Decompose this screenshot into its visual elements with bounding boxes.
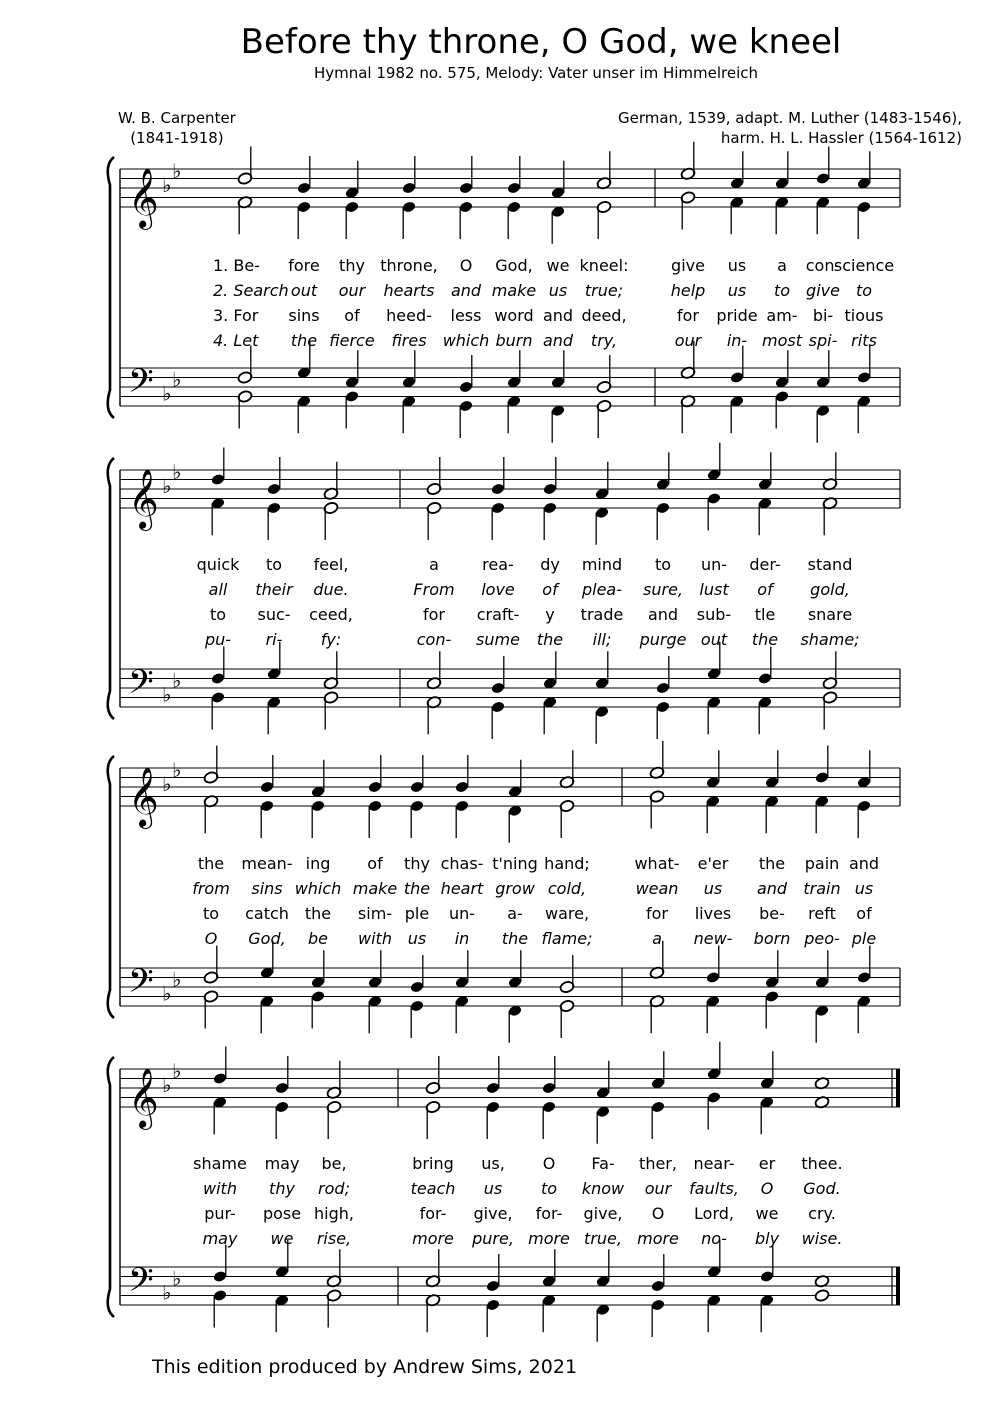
lyric-syllable: word [494,306,534,325]
lyric-line-system-3-verse-3 [0,904,992,930]
bass-note-4-11 [814,1289,830,1303]
lyric-syllable: fierce [329,331,375,350]
lyric-syllable: er [758,1154,776,1173]
lyric-syllable: burn [495,331,533,350]
bass-staff-4 [120,1262,900,1308]
lyric-syllable: the [290,331,318,350]
treble-key-flat-2-4: ♭ [172,1058,182,1083]
bass-key-flat-1-1: ♭ [162,381,172,406]
music-credit-line-2: harm. H. L. Hassler (1564-1612) [720,129,962,147]
lyric-syllable: 1. Be- [213,256,260,275]
bass-key-flat-2-1: ♭ [172,367,182,392]
lyric-syllable: O [204,929,218,948]
lyric-syllable: 2. Search [213,281,289,300]
lyric-syllable: Fa- [591,1154,615,1173]
lyric-syllable: in [454,929,470,948]
bass-clef-2: 𝄢 [128,663,154,710]
lyric-syllable: high, [314,1204,354,1223]
lyric-syllable: sins [288,306,320,325]
lyric-syllable: us [854,879,874,898]
lyric-syllable: be, [321,1154,347,1173]
lyric-syllable: lives [694,904,732,923]
lyric-syllable: the [403,879,431,898]
lyric-syllable: new- [693,929,733,948]
lyric-syllable: out [290,281,318,300]
lyric-syllable: sure, [643,580,683,599]
lyric-syllable: for [677,306,699,325]
lyric-syllable: us [703,879,723,898]
lyric-syllable: of [367,854,383,873]
bass-staff-2 [120,664,900,710]
lyric-syllable: to [540,1179,558,1198]
bass-key-flat-1-4: ♭ [162,1280,172,1305]
lyric-syllable: thee. [801,1154,843,1173]
lyric-syllable: trade [580,605,624,624]
lyric-syllable: from [192,879,230,898]
lyric-syllable: most [762,331,802,350]
lyric-syllable: a [429,555,439,574]
lyric-syllable: us [407,929,427,948]
lyric-line-system-4-verse-1 [0,1154,992,1180]
bass-key-flat-2-4: ♭ [172,1266,182,1291]
lyric-syllable: a [652,929,662,948]
lyric-syllable: less [450,306,482,325]
lyric-syllable: all [208,580,228,599]
lyric-line-system-4-verse-2 [0,1179,992,1205]
lyric-syllable: wise. [801,1229,843,1248]
lyric-line-system-3-verse-2 [0,879,992,905]
lyric-syllable: cold, [547,879,587,898]
lyric-syllable: give, [473,1204,513,1223]
bass-key-flat-2-2: ♭ [172,668,182,693]
lyric-syllable: con- [416,630,452,649]
lyric-syllable: us [727,256,747,275]
treble-key-flat-2-1: ♭ [172,158,182,183]
lyric-syllable: deed, [581,306,627,325]
lyric-syllable: their [255,580,293,599]
lyric-syllable: the [751,630,779,649]
treble-key-flat-2-2: ♭ [172,459,182,484]
lyric-syllable: mean- [241,854,293,873]
music-credit-line-1: German, 1539, adapt. M. Luther (1483-1546), [617,109,962,127]
lyric-syllable: the [501,929,529,948]
lyric-syllable: true, [584,1229,622,1248]
lyric-syllable: our [338,281,366,300]
lyric-syllable: reft [808,904,836,923]
lyric-syllable: hearts [383,281,435,300]
lyric-syllable: teach [410,1179,456,1198]
lyric-syllable: make [352,879,398,898]
lyric-syllable: fore [288,256,320,275]
lyric-syllable: flame; [541,929,593,948]
lyric-syllable: true; [584,281,624,300]
lyric-line-system-3-verse-1 [0,854,992,880]
lyric-syllable: ill; [592,630,612,649]
treble-clef-2: 𝄞 [128,469,159,529]
lyric-syllable: bi- [812,306,834,325]
lyric-syllable: fy: [320,630,342,649]
lyric-syllable: suc- [257,605,291,624]
text-author-dates: (1841-1918) [130,129,224,147]
lyric-syllable: a- [507,904,523,923]
lyric-syllable: mind [581,555,623,574]
lyric-syllable: with [203,1179,237,1198]
edition-credit: This edition produced by Andrew Sims, 2021 [152,1356,578,1378]
lyric-syllable: help [670,281,706,300]
lyric-syllable: to [855,281,873,300]
lyric-syllable: thy [269,1179,295,1198]
lyric-syllable: O [459,256,473,275]
lyric-syllable: the [304,904,332,923]
lyric-syllable: rise, [316,1229,352,1248]
lyric-syllable: ceed, [309,605,353,624]
lyric-syllable: us, [481,1154,505,1173]
lyric-syllable: which [294,879,342,898]
lyric-line-system-1-verse-1 [0,256,992,282]
lyric-syllable: and [542,306,574,325]
lyric-syllable: plea- [581,580,623,599]
lyric-syllable: love [481,580,515,599]
lyric-syllable: the [758,854,786,873]
lyric-syllable: t'ning [492,854,538,873]
lyric-syllable: gold, [810,580,850,599]
lyric-syllable: lust [699,580,729,599]
lyric-syllable: and [647,605,679,624]
lyric-syllable: give [806,281,840,300]
lyric-syllable: ple [851,929,877,948]
lyric-syllable: O [542,1154,556,1173]
lyric-syllable: sume [476,630,520,649]
lyric-syllable: to [773,281,791,300]
lyric-syllable: to [202,904,220,923]
lyric-syllable: purge [639,630,687,649]
lyric-syllable: train [803,879,841,898]
lyric-syllable: and [848,854,880,873]
lyric-syllable: and [450,281,482,300]
lyric-syllable: sins [251,879,283,898]
lyric-syllable: rits [851,331,877,350]
lyric-line-system-1-verse-3 [0,306,992,332]
lyric-syllable: fires [391,331,427,350]
lyric-syllable: our [674,331,702,350]
lyric-syllable: Lord, [694,1204,734,1223]
lyric-syllable: O [760,1179,774,1198]
lyric-syllable: give [671,256,705,275]
lyric-syllable: tle [754,605,776,624]
lyric-syllable: pure, [472,1229,514,1248]
lyric-syllable: faults, [689,1179,739,1198]
lyric-syllable: for- [535,1204,563,1223]
lyric-syllable: pose [262,1204,302,1223]
lyric-syllable: make [491,281,537,300]
lyric-syllable: with [358,929,392,948]
lyric-syllable: we [546,256,570,275]
lyric-line-system-2-verse-2 [0,580,992,606]
lyric-syllable: sim- [357,904,393,923]
lyric-syllable: be [308,929,328,948]
lyric-syllable: to [265,555,283,574]
lyric-syllable: peo- [804,929,840,948]
lyric-syllable: stand [807,555,853,574]
lyric-syllable: ri- [265,630,283,649]
lyric-syllable: us [548,281,568,300]
lyric-syllable: us [483,1179,503,1198]
lyric-syllable: and [542,331,574,350]
lyric-syllable: pain [804,854,840,873]
lyric-syllable: shame; [800,630,860,649]
treble-key-flat-1-3: ♭ [162,772,172,796]
treble-clef-3: 𝄞 [128,767,159,827]
lyric-syllable: rea- [482,555,514,574]
lyric-syllable: may [202,1229,238,1248]
lyric-syllable: science [833,256,895,275]
lyric-syllable: born [753,929,791,948]
lyric-syllable: ple [404,904,430,923]
lyric-syllable: spi- [808,331,838,350]
treble-staff-2 [120,460,900,531]
lyric-syllable: dy [540,555,560,574]
lyric-syllable: catch [245,904,289,923]
treble-clef-1: 𝄞 [128,168,159,228]
lyric-line-system-2-verse-1 [0,555,992,581]
lyric-syllable: pride [716,306,758,325]
hymn-subtitle: Hymnal 1982 no. 575, Melody: Vater unser im Himmelreich [313,64,759,82]
lyric-syllable: we [755,1204,779,1223]
lyric-syllable: heart [440,879,484,898]
lyric-syllable: near- [693,1154,735,1173]
lyric-syllable: ther, [639,1154,677,1173]
lyric-syllable: God, [495,256,533,275]
bass-key-flat-1-3: ♭ [162,981,172,1006]
lyric-syllable: of [542,580,558,599]
lyric-syllable: no- [701,1229,727,1248]
lyric-syllable: of [344,306,360,325]
lyric-syllable: to [209,605,227,624]
lyric-syllable: 4. Let [213,331,259,350]
lyric-syllable: God, [248,929,286,948]
lyric-syllable: pur- [204,1204,236,1223]
treble-clef-4: 𝄞 [128,1068,159,1128]
lyric-line-system-4-verse-3 [0,1204,992,1230]
lyric-syllable: more [412,1229,454,1248]
lyric-syllable: pu- [204,630,232,649]
lyric-syllable: the [536,630,564,649]
lyric-syllable: to [654,555,672,574]
lyric-syllable: may [264,1154,300,1173]
lyric-syllable: and [756,879,788,898]
lyric-syllable: for [646,904,668,923]
lyric-syllable: bly [754,1229,780,1248]
treble-staff-1 [120,159,900,230]
lyric-syllable: un- [448,904,476,923]
lyric-syllable: us [727,281,747,300]
lyric-syllable: due. [313,580,349,599]
treble-staff-4 [120,1059,900,1130]
lyric-syllable: for- [419,1204,447,1223]
lyric-syllable: tious [844,306,884,325]
lyric-syllable: God. [803,1179,841,1198]
lyric-line-system-1-verse-4 [0,331,992,357]
bass-clef-4: 𝄢 [128,1261,154,1308]
lyric-syllable: we [270,1229,294,1248]
treble-key-flat-2-3: ♭ [172,757,182,782]
lyric-syllable: der- [749,555,781,574]
lyric-syllable: ware, [544,904,590,923]
lyric-syllable: bring [412,1154,454,1173]
lyric-syllable: y [545,605,555,624]
lyric-syllable: un- [700,555,728,574]
lyric-syllable: try, [590,331,618,350]
lyric-syllable: thy [339,256,365,275]
lyric-line-system-1-verse-2 [0,281,992,307]
lyric-syllable: chas- [440,854,484,873]
bass-clef-1: 𝄢 [128,362,154,409]
bass-key-flat-1-2: ♭ [162,682,172,707]
lyric-line-system-2-verse-3 [0,605,992,631]
lyric-syllable: snare [807,605,853,624]
lyric-syllable: more [528,1229,570,1248]
lyric-syllable: be- [759,904,785,923]
lyric-syllable: more [637,1229,679,1248]
treble-key-flat-1-2: ♭ [162,474,172,498]
lyric-syllable: 3. For [213,306,259,325]
lyric-syllable: in- [726,331,748,350]
lyric-syllable: thy [404,854,430,873]
lyric-syllable: our [644,1179,672,1198]
lyric-syllable: throne, [380,256,438,275]
lyric-syllable: heed- [386,306,432,325]
lyric-line-system-2-verse-4 [0,630,992,656]
lyric-syllable: wean [635,879,679,898]
lyric-syllable: feel, [313,555,349,574]
bass-clef-3: 𝄢 [128,962,154,1009]
lyric-syllable: sub- [696,605,732,624]
treble-key-flat-1-4: ♭ [162,1073,172,1097]
lyric-syllable: hand; [544,854,590,873]
lyric-syllable: what- [634,854,680,873]
lyric-syllable: craft- [476,605,520,624]
lyric-syllable: quick [196,555,240,574]
lyric-line-system-4-verse-4 [0,1229,992,1255]
text-author: W. B. Carpenter [118,109,236,127]
lyric-syllable: of [856,904,872,923]
lyric-syllable: know [581,1179,625,1198]
lyric-syllable: cry. [808,1204,836,1223]
lyric-syllable: of [757,580,773,599]
lyric-syllable: a [777,256,787,275]
lyric-syllable: con- [805,256,841,275]
lyric-syllable: out [700,630,728,649]
bass-key-flat-2-3: ♭ [172,967,182,992]
lyric-syllable: rod; [318,1179,350,1198]
hymn-title: Before thy throne, O God, we kneel [240,22,842,62]
lyric-syllable: for [423,605,445,624]
treble-key-flat-1-1: ♭ [162,173,172,197]
lyric-syllable: O [651,1204,665,1223]
lyric-syllable: e'er [697,854,729,873]
lyric-syllable: grow [495,879,535,898]
lyric-syllable: am- [766,306,798,325]
lyric-syllable: From [413,580,455,599]
lyric-syllable: give, [583,1204,623,1223]
lyric-syllable: which [442,331,490,350]
lyric-syllable: the [197,854,225,873]
lyric-syllable: kneel: [579,256,629,275]
lyric-syllable: ing [305,854,331,873]
lyric-syllable: shame [193,1154,247,1173]
lyric-line-system-3-verse-4 [0,929,992,955]
